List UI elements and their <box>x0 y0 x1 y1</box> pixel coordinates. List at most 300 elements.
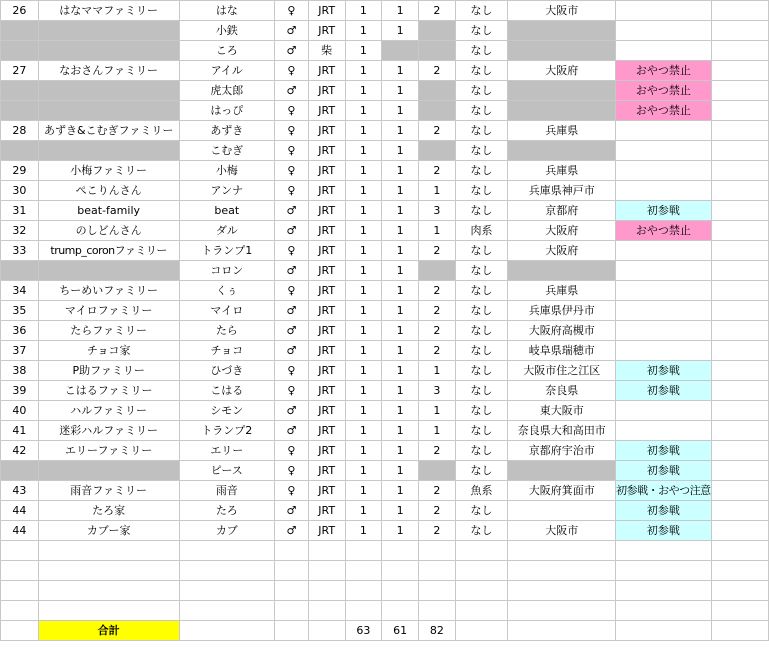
cell-dog-name[interactable]: アンナ <box>179 181 274 201</box>
cell-note[interactable] <box>616 401 712 421</box>
cell-count-1[interactable]: 1 <box>345 1 382 21</box>
cell-food-restriction[interactable]: なし <box>455 321 508 341</box>
cell-extra[interactable] <box>711 281 768 301</box>
cell-area[interactable]: 大阪府箕面市 <box>508 481 616 501</box>
cell-count-1[interactable]: 1 <box>345 181 382 201</box>
cell-extra[interactable] <box>711 581 768 601</box>
cell-area[interactable]: 兵庫県 <box>508 121 616 141</box>
cell-food-restriction[interactable]: なし <box>455 461 508 481</box>
cell-sex[interactable]: ♀ <box>275 141 309 161</box>
cell-family-name[interactable]: マイロファミリー <box>38 301 179 321</box>
cell-family-name[interactable]: ハルファミリー <box>38 401 179 421</box>
cell-area[interactable] <box>508 21 616 41</box>
cell-note[interactable] <box>616 141 712 161</box>
cell-count-1[interactable]: 1 <box>345 141 382 161</box>
cell-count-2[interactable] <box>382 541 419 561</box>
cell-note[interactable]: おやつ禁止 <box>616 61 712 81</box>
cell-count-2[interactable] <box>382 41 419 61</box>
cell-entry-number[interactable] <box>1 41 39 61</box>
cell-count-2[interactable]: 1 <box>382 201 419 221</box>
cell-count-2[interactable] <box>382 581 419 601</box>
cell-area[interactable]: 京都府宇治市 <box>508 441 616 461</box>
cell-dog-name[interactable]: たろ <box>179 501 274 521</box>
cell-breed[interactable]: JRT <box>308 281 345 301</box>
cell-family-name[interactable]: こはるファミリー <box>38 381 179 401</box>
cell-food-restriction[interactable] <box>455 541 508 561</box>
cell-sex[interactable]: ♀ <box>275 161 309 181</box>
cell-count-2[interactable]: 1 <box>382 421 419 441</box>
cell-breed[interactable]: JRT <box>308 501 345 521</box>
cell-note[interactable]: おやつ禁止 <box>616 221 712 241</box>
cell-extra[interactable] <box>711 301 768 321</box>
cell-count-2[interactable]: 1 <box>382 121 419 141</box>
cell-breed[interactable]: JRT <box>308 461 345 481</box>
cell-dog-name[interactable]: コロン <box>179 261 274 281</box>
cell-count-1[interactable]: 1 <box>345 421 382 441</box>
cell-extra[interactable] <box>711 601 768 621</box>
cell-area[interactable]: 大阪府 <box>508 241 616 261</box>
cell-food-restriction[interactable] <box>455 601 508 621</box>
cell-extra[interactable] <box>711 241 768 261</box>
cell-family-name[interactable] <box>38 101 179 121</box>
cell-family-name[interactable]: カブー家 <box>38 521 179 541</box>
cell-count-2[interactable]: 1 <box>382 1 419 21</box>
cell-extra[interactable] <box>711 21 768 41</box>
cell-entry-number[interactable] <box>1 581 39 601</box>
cell-food-restriction[interactable]: 肉系 <box>455 221 508 241</box>
cell-count-3[interactable]: 1 <box>419 361 456 381</box>
cell-count-2[interactable]: 1 <box>382 181 419 201</box>
cell-dog-name[interactable]: あずき <box>179 121 274 141</box>
cell-food-restriction[interactable]: なし <box>455 61 508 81</box>
cell-note[interactable] <box>616 561 712 581</box>
cell-count-3[interactable]: 2 <box>419 121 456 141</box>
cell-sex[interactable]: ♂ <box>275 81 309 101</box>
cell-empty[interactable] <box>616 621 712 641</box>
cell-food-restriction[interactable]: なし <box>455 361 508 381</box>
cell-breed[interactable]: JRT <box>308 181 345 201</box>
cell-count-3[interactable] <box>419 41 456 61</box>
cell-breed[interactable]: JRT <box>308 141 345 161</box>
cell-entry-number[interactable]: 29 <box>1 161 39 181</box>
cell-note[interactable]: おやつ禁止 <box>616 81 712 101</box>
cell-count-3[interactable] <box>419 461 456 481</box>
cell-count-3[interactable] <box>419 561 456 581</box>
cell-dog-name[interactable]: はっぴ <box>179 101 274 121</box>
cell-count-1[interactable]: 1 <box>345 301 382 321</box>
cell-food-restriction[interactable]: なし <box>455 301 508 321</box>
cell-entry-number[interactable] <box>1 21 39 41</box>
cell-breed[interactable]: JRT <box>308 521 345 541</box>
cell-extra[interactable] <box>711 61 768 81</box>
cell-extra[interactable] <box>711 141 768 161</box>
cell-count-2[interactable]: 1 <box>382 321 419 341</box>
cell-count-2[interactable]: 1 <box>382 301 419 321</box>
cell-family-name[interactable]: ちーめいファミリー <box>38 281 179 301</box>
cell-entry-number[interactable]: 38 <box>1 361 39 381</box>
cell-sex[interactable]: ♂ <box>275 521 309 541</box>
cell-dog-name[interactable]: こむぎ <box>179 141 274 161</box>
cell-note[interactable] <box>616 121 712 141</box>
cell-food-restriction[interactable]: なし <box>455 21 508 41</box>
cell-family-name[interactable] <box>38 461 179 481</box>
cell-count-1[interactable]: 1 <box>345 341 382 361</box>
cell-count-2[interactable]: 1 <box>382 81 419 101</box>
cell-family-name[interactable]: P助ファミリー <box>38 361 179 381</box>
total-count-3[interactable]: 82 <box>419 621 456 641</box>
cell-note[interactable]: 初参戦 <box>616 361 712 381</box>
cell-breed[interactable]: JRT <box>308 401 345 421</box>
cell-food-restriction[interactable]: なし <box>455 241 508 261</box>
cell-count-3[interactable]: 1 <box>419 421 456 441</box>
cell-breed[interactable]: JRT <box>308 121 345 141</box>
cell-note[interactable] <box>616 301 712 321</box>
cell-food-restriction[interactable]: なし <box>455 101 508 121</box>
cell-family-name[interactable]: あずき&こむぎファミリー <box>38 121 179 141</box>
cell-family-name[interactable] <box>38 581 179 601</box>
cell-count-2[interactable]: 1 <box>382 341 419 361</box>
cell-sex[interactable]: ♀ <box>275 61 309 81</box>
cell-entry-number[interactable] <box>1 561 39 581</box>
cell-family-name[interactable]: ぺこりんさん <box>38 181 179 201</box>
cell-count-1[interactable] <box>345 581 382 601</box>
total-count-1[interactable]: 63 <box>345 621 382 641</box>
cell-dog-name[interactable]: カブ <box>179 521 274 541</box>
cell-family-name[interactable]: 小梅ファミリー <box>38 161 179 181</box>
cell-count-3[interactable]: 2 <box>419 341 456 361</box>
cell-count-3[interactable]: 2 <box>419 521 456 541</box>
cell-count-2[interactable]: 1 <box>382 401 419 421</box>
cell-breed[interactable]: JRT <box>308 481 345 501</box>
cell-count-3[interactable] <box>419 21 456 41</box>
cell-dog-name[interactable]: エリー <box>179 441 274 461</box>
cell-entry-number[interactable] <box>1 601 39 621</box>
cell-extra[interactable] <box>711 261 768 281</box>
cell-area[interactable]: 岐阜県瑞穂市 <box>508 341 616 361</box>
cell-breed[interactable]: JRT <box>308 321 345 341</box>
cell-extra[interactable] <box>711 101 768 121</box>
cell-empty[interactable] <box>179 621 274 641</box>
cell-count-3[interactable] <box>419 261 456 281</box>
cell-count-2[interactable] <box>382 601 419 621</box>
cell-family-name[interactable]: たらファミリー <box>38 321 179 341</box>
total-label[interactable]: 合計 <box>38 621 179 641</box>
cell-count-2[interactable]: 1 <box>382 261 419 281</box>
cell-sex[interactable]: ♀ <box>275 241 309 261</box>
cell-area[interactable] <box>508 501 616 521</box>
cell-dog-name[interactable]: シモン <box>179 401 274 421</box>
cell-count-2[interactable]: 1 <box>382 241 419 261</box>
cell-dog-name[interactable]: ひづき <box>179 361 274 381</box>
cell-count-3[interactable]: 2 <box>419 481 456 501</box>
cell-area[interactable] <box>508 601 616 621</box>
cell-area[interactable]: 奈良県 <box>508 381 616 401</box>
cell-empty[interactable] <box>308 621 345 641</box>
cell-extra[interactable] <box>711 81 768 101</box>
cell-count-3[interactable]: 2 <box>419 61 456 81</box>
cell-dog-name[interactable]: チョコ <box>179 341 274 361</box>
cell-food-restriction[interactable]: なし <box>455 41 508 61</box>
cell-count-1[interactable]: 1 <box>345 41 382 61</box>
cell-entry-number[interactable]: 34 <box>1 281 39 301</box>
cell-sex[interactable]: ♂ <box>275 401 309 421</box>
cell-count-1[interactable]: 1 <box>345 441 382 461</box>
cell-area[interactable]: 奈良県大和高田市 <box>508 421 616 441</box>
cell-note[interactable]: 初参戦 <box>616 521 712 541</box>
cell-extra[interactable] <box>711 501 768 521</box>
cell-entry-number[interactable]: 30 <box>1 181 39 201</box>
cell-extra[interactable] <box>711 441 768 461</box>
cell-count-3[interactable]: 1 <box>419 401 456 421</box>
cell-count-1[interactable]: 1 <box>345 61 382 81</box>
cell-dog-name[interactable]: トランプ1 <box>179 241 274 261</box>
cell-count-1[interactable]: 1 <box>345 221 382 241</box>
cell-count-1[interactable]: 1 <box>345 161 382 181</box>
cell-entry-number[interactable] <box>1 81 39 101</box>
cell-breed[interactable] <box>308 541 345 561</box>
cell-sex[interactable]: ♀ <box>275 1 309 21</box>
cell-entry-number[interactable]: 41 <box>1 421 39 441</box>
cell-sex[interactable]: ♂ <box>275 201 309 221</box>
cell-extra[interactable] <box>711 41 768 61</box>
cell-area[interactable]: 大阪市 <box>508 1 616 21</box>
cell-extra[interactable] <box>711 121 768 141</box>
cell-family-name[interactable]: 雨音ファミリー <box>38 481 179 501</box>
cell-count-3[interactable]: 3 <box>419 201 456 221</box>
cell-food-restriction[interactable]: なし <box>455 161 508 181</box>
cell-dog-name[interactable]: たら <box>179 321 274 341</box>
cell-entry-number[interactable]: 27 <box>1 61 39 81</box>
cell-extra[interactable] <box>711 541 768 561</box>
cell-entry-number[interactable]: 39 <box>1 381 39 401</box>
cell-sex[interactable]: ♀ <box>275 101 309 121</box>
cell-extra[interactable] <box>711 561 768 581</box>
cell-note[interactable]: 初参戦 <box>616 461 712 481</box>
cell-note[interactable] <box>616 281 712 301</box>
cell-count-2[interactable]: 1 <box>382 461 419 481</box>
cell-count-2[interactable]: 1 <box>382 441 419 461</box>
cell-food-restriction[interactable]: 魚系 <box>455 481 508 501</box>
cell-sex[interactable]: ♂ <box>275 341 309 361</box>
cell-area[interactable]: 大阪市 <box>508 521 616 541</box>
cell-food-restriction[interactable]: なし <box>455 421 508 441</box>
cell-note[interactable] <box>616 161 712 181</box>
cell-sex[interactable]: ♂ <box>275 261 309 281</box>
cell-breed[interactable]: JRT <box>308 261 345 281</box>
cell-note[interactable] <box>616 41 712 61</box>
cell-area[interactable] <box>508 541 616 561</box>
cell-food-restriction[interactable]: なし <box>455 141 508 161</box>
cell-area[interactable] <box>508 561 616 581</box>
cell-area[interactable] <box>508 461 616 481</box>
cell-sex[interactable]: ♀ <box>275 121 309 141</box>
cell-family-name[interactable]: beat-family <box>38 201 179 221</box>
cell-sex[interactable] <box>275 561 309 581</box>
cell-note[interactable] <box>616 261 712 281</box>
cell-count-1[interactable]: 1 <box>345 521 382 541</box>
cell-note[interactable] <box>616 321 712 341</box>
cell-breed[interactable]: JRT <box>308 381 345 401</box>
cell-sex[interactable]: ♀ <box>275 181 309 201</box>
cell-sex[interactable]: ♀ <box>275 441 309 461</box>
cell-family-name[interactable]: trump_coronファミリー <box>38 241 179 261</box>
cell-note[interactable]: 初参戦 <box>616 441 712 461</box>
cell-food-restriction[interactable]: なし <box>455 341 508 361</box>
cell-family-name[interactable] <box>38 81 179 101</box>
cell-family-name[interactable] <box>38 21 179 41</box>
cell-food-restriction[interactable]: なし <box>455 441 508 461</box>
cell-count-3[interactable]: 2 <box>419 161 456 181</box>
cell-entry-number[interactable]: 43 <box>1 481 39 501</box>
cell-note[interactable]: 初参戦・おやつ注意 <box>616 481 712 501</box>
cell-entry-number[interactable] <box>1 461 39 481</box>
cell-note[interactable] <box>616 601 712 621</box>
cell-family-name[interactable]: はなママファミリー <box>38 1 179 21</box>
cell-entry-number[interactable]: 36 <box>1 321 39 341</box>
cell-entry-number[interactable]: 44 <box>1 521 39 541</box>
cell-breed[interactable] <box>308 561 345 581</box>
cell-extra[interactable] <box>711 181 768 201</box>
cell-note[interactable] <box>616 541 712 561</box>
cell-entry-number[interactable]: 40 <box>1 401 39 421</box>
cell-family-name[interactable] <box>38 561 179 581</box>
cell-food-restriction[interactable]: なし <box>455 381 508 401</box>
cell-entry-number[interactable]: 28 <box>1 121 39 141</box>
cell-breed[interactable]: JRT <box>308 1 345 21</box>
cell-breed[interactable]: JRT <box>308 81 345 101</box>
cell-sex[interactable]: ♂ <box>275 501 309 521</box>
cell-count-3[interactable] <box>419 581 456 601</box>
cell-entry-number[interactable]: 26 <box>1 1 39 21</box>
cell-dog-name[interactable]: アイル <box>179 61 274 81</box>
cell-food-restriction[interactable]: なし <box>455 401 508 421</box>
cell-count-1[interactable]: 1 <box>345 261 382 281</box>
cell-count-2[interactable]: 1 <box>382 361 419 381</box>
cell-breed[interactable]: JRT <box>308 421 345 441</box>
cell-breed[interactable]: 柴 <box>308 41 345 61</box>
cell-food-restriction[interactable]: なし <box>455 201 508 221</box>
cell-sex[interactable]: ♀ <box>275 481 309 501</box>
cell-family-name[interactable] <box>38 541 179 561</box>
cell-breed[interactable]: JRT <box>308 341 345 361</box>
cell-count-3[interactable]: 3 <box>419 381 456 401</box>
cell-dog-name[interactable]: 小鉄 <box>179 21 274 41</box>
cell-entry-number[interactable]: 33 <box>1 241 39 261</box>
cell-count-1[interactable]: 1 <box>345 381 382 401</box>
cell-family-name[interactable]: なおさんファミリー <box>38 61 179 81</box>
cell-extra[interactable] <box>711 421 768 441</box>
cell-dog-name[interactable]: 小梅 <box>179 161 274 181</box>
cell-count-1[interactable] <box>345 561 382 581</box>
cell-breed[interactable]: JRT <box>308 21 345 41</box>
cell-count-1[interactable]: 1 <box>345 501 382 521</box>
cell-family-name[interactable]: 迷彩ハルファミリー <box>38 421 179 441</box>
cell-sex[interactable] <box>275 541 309 561</box>
cell-count-2[interactable]: 1 <box>382 521 419 541</box>
cell-note[interactable] <box>616 21 712 41</box>
cell-note[interactable] <box>616 421 712 441</box>
cell-sex[interactable]: ♂ <box>275 321 309 341</box>
cell-count-1[interactable]: 1 <box>345 281 382 301</box>
cell-sex[interactable]: ♂ <box>275 41 309 61</box>
cell-count-1[interactable]: 1 <box>345 201 382 221</box>
cell-count-2[interactable]: 1 <box>382 501 419 521</box>
cell-breed[interactable]: JRT <box>308 361 345 381</box>
cell-dog-name[interactable]: マイロ <box>179 301 274 321</box>
cell-dog-name[interactable]: 虎太郎 <box>179 81 274 101</box>
cell-extra[interactable] <box>711 1 768 21</box>
cell-note[interactable]: おやつ禁止 <box>616 101 712 121</box>
cell-entry-number[interactable]: 44 <box>1 501 39 521</box>
cell-family-name[interactable]: のしどんさん <box>38 221 179 241</box>
cell-count-3[interactable]: 1 <box>419 181 456 201</box>
cell-dog-name[interactable]: 雨音 <box>179 481 274 501</box>
cell-breed[interactable]: JRT <box>308 61 345 81</box>
cell-count-3[interactable] <box>419 81 456 101</box>
cell-entry-number[interactable]: 32 <box>1 221 39 241</box>
cell-family-name[interactable]: たろ家 <box>38 501 179 521</box>
cell-count-3[interactable] <box>419 601 456 621</box>
cell-dog-name[interactable]: こはる <box>179 381 274 401</box>
cell-entry-number[interactable] <box>1 101 39 121</box>
cell-count-1[interactable]: 1 <box>345 241 382 261</box>
cell-food-restriction[interactable] <box>455 561 508 581</box>
cell-area[interactable] <box>508 81 616 101</box>
cell-entry-number[interactable]: 31 <box>1 201 39 221</box>
cell-sex[interactable] <box>275 581 309 601</box>
cell-count-3[interactable]: 2 <box>419 321 456 341</box>
cell-dog-name[interactable]: ピース <box>179 461 274 481</box>
total-count-2[interactable]: 61 <box>382 621 419 641</box>
cell-area[interactable]: 兵庫県 <box>508 161 616 181</box>
cell-sex[interactable]: ♂ <box>275 21 309 41</box>
cell-count-2[interactable] <box>382 561 419 581</box>
cell-extra[interactable] <box>711 361 768 381</box>
cell-count-2[interactable]: 1 <box>382 381 419 401</box>
cell-family-name[interactable] <box>38 41 179 61</box>
cell-extra[interactable] <box>711 321 768 341</box>
cell-food-restriction[interactable] <box>455 581 508 601</box>
cell-family-name[interactable] <box>38 601 179 621</box>
cell-dog-name[interactable]: ころ <box>179 41 274 61</box>
cell-sex[interactable] <box>275 601 309 621</box>
cell-count-2[interactable]: 1 <box>382 101 419 121</box>
cell-note[interactable] <box>616 241 712 261</box>
cell-empty[interactable] <box>275 621 309 641</box>
cell-food-restriction[interactable]: なし <box>455 1 508 21</box>
cell-note[interactable]: 初参戦 <box>616 201 712 221</box>
cell-food-restriction[interactable]: なし <box>455 261 508 281</box>
cell-dog-name[interactable] <box>179 541 274 561</box>
cell-extra[interactable] <box>711 381 768 401</box>
cell-count-2[interactable]: 1 <box>382 161 419 181</box>
cell-count-2[interactable]: 1 <box>382 281 419 301</box>
cell-food-restriction[interactable]: なし <box>455 281 508 301</box>
cell-sex[interactable]: ♂ <box>275 301 309 321</box>
cell-note[interactable] <box>616 341 712 361</box>
cell-sex[interactable]: ♀ <box>275 461 309 481</box>
cell-sex[interactable]: ♀ <box>275 281 309 301</box>
cell-food-restriction[interactable]: なし <box>455 121 508 141</box>
cell-breed[interactable]: JRT <box>308 201 345 221</box>
cell-count-1[interactable]: 1 <box>345 321 382 341</box>
cell-family-name[interactable] <box>38 261 179 281</box>
cell-count-3[interactable]: 2 <box>419 241 456 261</box>
cell-dog-name[interactable]: トランプ2 <box>179 421 274 441</box>
cell-count-3[interactable]: 1 <box>419 221 456 241</box>
cell-count-2[interactable]: 1 <box>382 481 419 501</box>
cell-extra[interactable] <box>711 221 768 241</box>
